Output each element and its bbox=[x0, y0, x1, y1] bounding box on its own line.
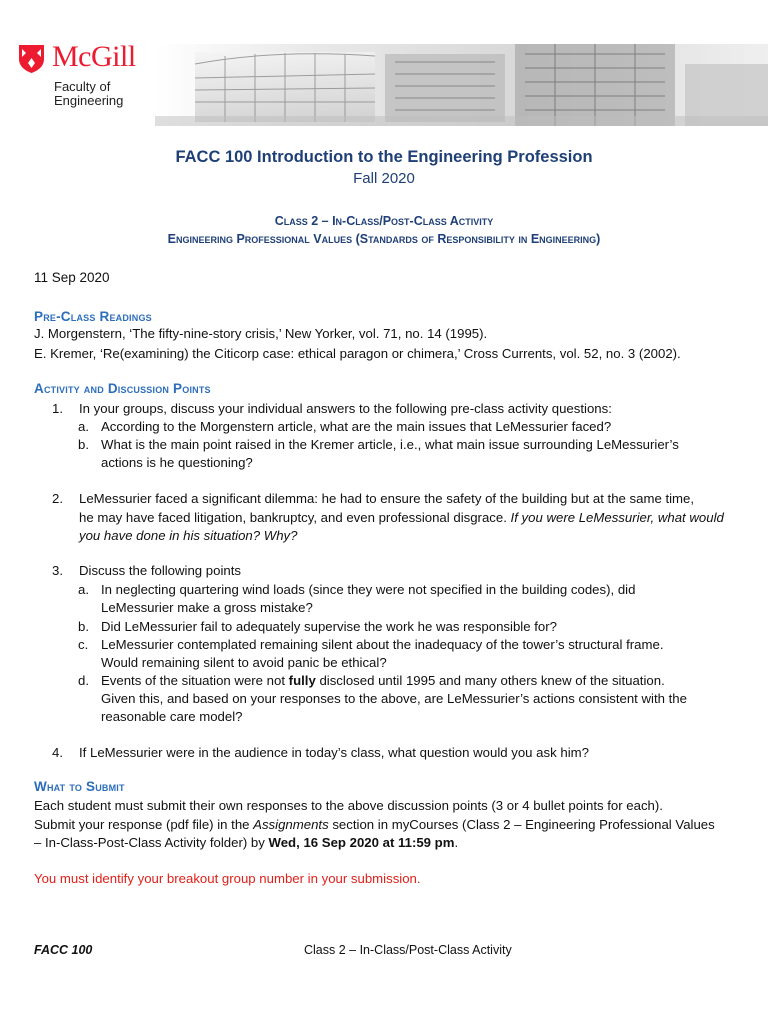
point-4-text: If LeMessurier were in the audience in today’s class, what question would you ask him? bbox=[79, 745, 589, 760]
topic-title: Engineering Professional Values (Standards of Responsibility in Engineering) bbox=[167, 232, 601, 246]
point-number: 4. bbox=[52, 745, 63, 760]
submit-line-2 bbox=[34, 816, 715, 834]
subpoint-label: a. bbox=[78, 419, 89, 434]
document-date: 11 Sep 2020 bbox=[34, 270, 110, 285]
breakout-group-notice: You must identify your breakout group number in your submission. bbox=[34, 871, 421, 886]
readings-heading: Pre-Class Readings bbox=[34, 309, 152, 324]
submit-line-3-end: . bbox=[454, 835, 459, 850]
subpoint-label: c. bbox=[78, 637, 89, 652]
point-3c-line-2: Would remaining silent to avoid panic be ethical? bbox=[101, 655, 387, 670]
campus-banner-image bbox=[155, 44, 768, 126]
class-title: Class 2 – In-Class/Post-Class Activity bbox=[274, 214, 494, 228]
footer-class-title: Class 2 – In-Class/Post-Class Activity bbox=[304, 943, 512, 957]
point-2-line-1: LeMessurier faced a significant dilemma: he had to ensure the safety of the building but at the same time, bbox=[79, 491, 695, 506]
point-3-text: Discuss the following points bbox=[79, 563, 241, 578]
submit-line-2-end: section in myCourses (Class 2 – Engineering Professional Values bbox=[328, 817, 715, 832]
subpoint-label: d. bbox=[78, 673, 89, 688]
point-3b-text: Did LeMessurier fail to adequately supervise the work he was responsible for? bbox=[101, 619, 557, 634]
point-3d-bold-word: fully bbox=[288, 673, 316, 688]
point-2-line-2 bbox=[79, 509, 724, 527]
point-1-text: In your groups, discuss your individual answers to the following pre-class activity questions: bbox=[79, 401, 612, 416]
reading-item: J. Morgenstern, ‘The fifty-nine-story crisis,’ New Yorker, vol. 71, no. 14 (1995). bbox=[34, 326, 488, 341]
point-3d-line-3: reasonable care model? bbox=[101, 709, 243, 724]
submit-line-1: Each student must submit their own responses to the above discussion points (3 or 4 bullet points for each). bbox=[34, 798, 663, 813]
brand-name: McGill bbox=[52, 40, 136, 73]
title-block bbox=[0, 148, 768, 190]
point-2-line-3 bbox=[79, 527, 297, 545]
footer-course-code: FACC 100 bbox=[34, 943, 93, 957]
mcgill-crest-icon bbox=[18, 44, 45, 74]
submit-line-2-start: Submit your response (pdf file) in the bbox=[34, 817, 254, 832]
course-title: FACC 100 Introduction to the Engineering Profession bbox=[175, 148, 593, 166]
due-date: Wed, 16 Sep 2020 at 11:59 pm bbox=[268, 835, 455, 850]
point-3d-line-1 bbox=[101, 672, 665, 690]
point-3c-line-1: LeMessurier contemplated remaining silent about the inadequacy of the tower’s structural frame. bbox=[101, 637, 664, 652]
assignments-section-name: Assignments bbox=[253, 817, 329, 832]
point-2-line-2-italic: If you were LeMessurier, what would bbox=[510, 510, 724, 525]
point-2-line-2-plain: he may have faced litigation, bankruptcy, and even professional disgrace. bbox=[79, 510, 511, 525]
point-3d-line-2: Given this, and based on your responses to the above, are LeMessurier’s actions consistent with the bbox=[101, 691, 687, 706]
point-number: 1. bbox=[52, 401, 63, 416]
point-1a-text: According to the Morgenstern article, what are the main issues that LeMessurier faced? bbox=[101, 419, 612, 434]
point-3a-line-1: In neglecting quartering wind loads (since they were not specified in the building codes), did bbox=[101, 582, 636, 597]
submit-line-3-start: – In-Class-Post-Class Activity folder) by bbox=[34, 835, 269, 850]
subpoint-label: b. bbox=[78, 619, 89, 634]
point-3d-line-1-start: Events of the situation were not bbox=[101, 673, 289, 688]
activity-heading: Activity and Discussion Points bbox=[34, 381, 211, 396]
subpoint-label: b. bbox=[78, 437, 89, 452]
point-number: 3. bbox=[52, 563, 63, 578]
point-1b-line-2: actions is he questioning? bbox=[101, 455, 253, 470]
faculty-line-1: Faculty of bbox=[54, 79, 111, 94]
reading-item: E. Kremer, ‘Re(examining) the Citicorp case: ethical paragon or chimera,’ Cross Currents, vol. 52, no. 3 (2002). bbox=[34, 346, 681, 361]
faculty-line-2: Engineering bbox=[54, 93, 124, 108]
point-2-line-3-italic: you have done in his situation? Why? bbox=[79, 528, 298, 543]
submit-heading: What to Submit bbox=[34, 779, 125, 794]
term: Fall 2020 bbox=[353, 170, 415, 187]
page-header bbox=[0, 0, 768, 130]
point-number: 2. bbox=[52, 491, 63, 506]
submit-line-3 bbox=[34, 834, 458, 852]
subpoint-label: a. bbox=[78, 582, 89, 597]
point-3d-line-1-end: disclosed until 1995 and many others knew of the situation. bbox=[315, 673, 665, 688]
point-1b-line-1: What is the main point raised in the Kremer article, i.e., what main issue surrounding LeMessurier’s bbox=[101, 437, 679, 452]
point-3a-line-2: LeMessurier make a gross mistake? bbox=[101, 600, 313, 615]
